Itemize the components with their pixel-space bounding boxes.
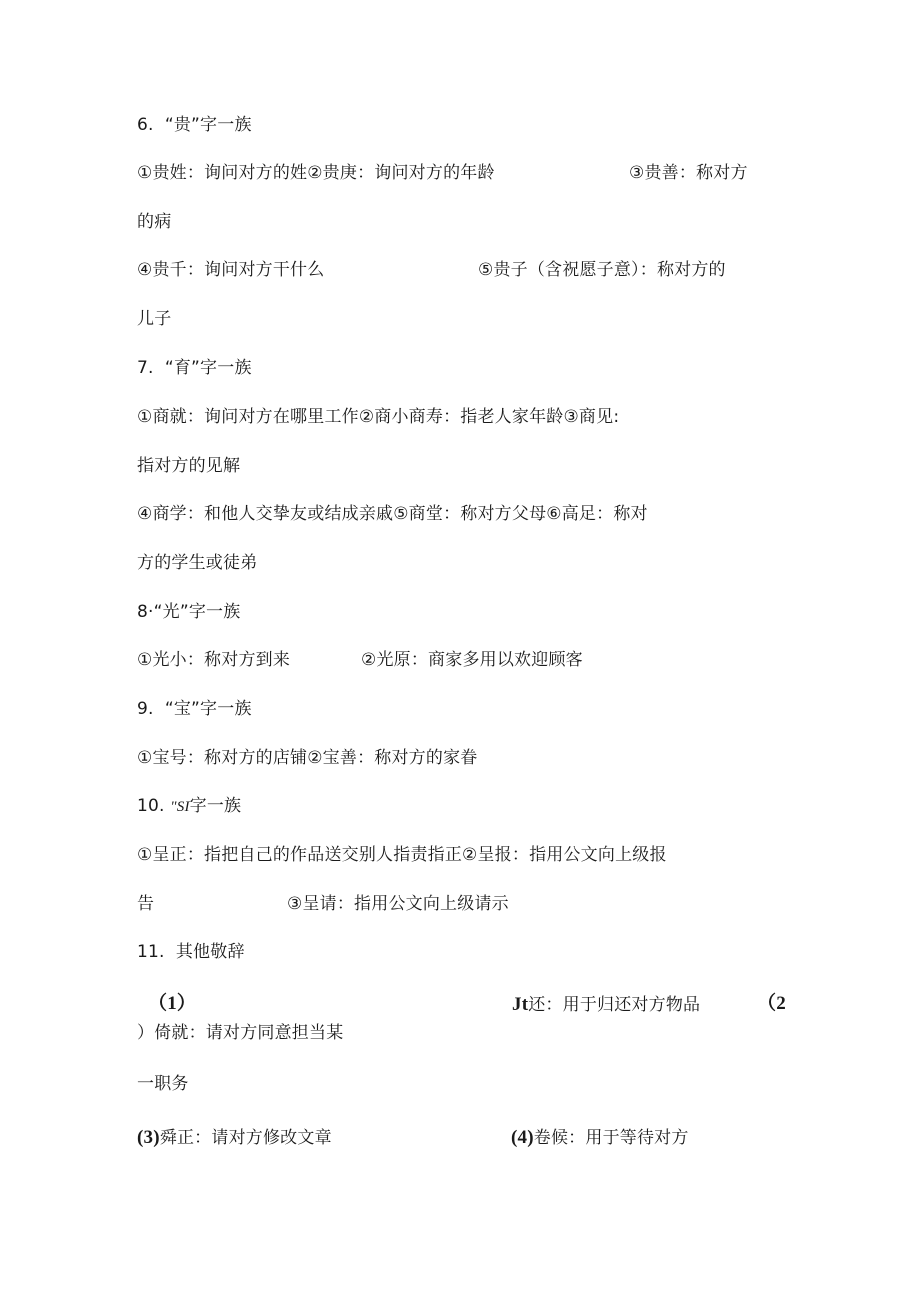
- item-2-continued: 一职务: [137, 1074, 189, 1094]
- item-1-label: 还：用于归还对方物品: [528, 995, 701, 1015]
- heading-9: 9. “宝”字一族: [137, 699, 252, 719]
- text-line-gui-1: ①贵姓：询问对方的姓②贵庚：询问对方的年龄: [137, 163, 495, 183]
- heading-10-garbled: "SI: [170, 799, 190, 815]
- item-4: [511, 1126, 689, 1150]
- text-line-cheng-3: ③呈请：指用公文向上级请示: [287, 894, 509, 914]
- item-1-marker: （1）: [148, 993, 197, 1014]
- item-4-label: 卷候：用于等待对方: [533, 1128, 689, 1148]
- heading-10-label: 字一族: [189, 796, 242, 816]
- text-line-gui-6: 儿子: [137, 309, 172, 329]
- heading-10: [137, 794, 241, 819]
- text-line-gui-4: ④贵千：询问对方干什么: [137, 260, 325, 280]
- item-4-marker: (4): [511, 1127, 534, 1148]
- text-line-shang-2: 指对方的见解: [137, 456, 241, 476]
- text-line-gui-3: 的病: [137, 212, 172, 232]
- heading-11: 11. 其他敬辞: [137, 942, 245, 962]
- item-3-label: 舜正：请对方修改文章: [159, 1128, 332, 1148]
- item-1-garbled: Jt: [512, 994, 529, 1015]
- item-2-marker: （2: [757, 993, 786, 1014]
- text-line-shang-3: ④商学：和他人交挚友或结成亲戚⑤商堂：称对方父母⑥高足：称对: [137, 504, 648, 524]
- text-line-shang-1: ①商就：询问对方在哪里工作②商小商寿：指老人家年龄③商见:: [137, 407, 620, 427]
- text-line-gui-2: ③贵善：称对方: [629, 163, 748, 183]
- heading-10-number: 10.: [137, 796, 171, 816]
- text-line-cheng-1: ①呈正：指把自己的作品送交别人指责指正②呈报：指用公文向上级报: [137, 845, 667, 865]
- text-line-guang-2: ②光原：商家多用以欢迎顾客: [361, 650, 583, 670]
- heading-6: 6. “贵”字一族: [137, 115, 252, 135]
- heading-8: 8·“光”字一族: [137, 602, 241, 622]
- item-3-marker: (3): [137, 1127, 160, 1148]
- text-line-shang-4: 方的学生或徒弟: [137, 553, 258, 573]
- text-line-guang-1: ①光小：称对方到来: [137, 650, 291, 670]
- text-line-bao-1: ①宝号：称对方的店铺②宝善：称对方的家眷: [137, 748, 478, 768]
- text-line-cheng-2: 告: [137, 894, 155, 914]
- item-1-text: [512, 993, 700, 1017]
- item-3: [137, 1126, 332, 1150]
- heading-7: 7. “育”字一族: [137, 358, 252, 378]
- text-line-gui-5: ⑤贵子（含祝愿子意）：称对方的: [478, 260, 726, 280]
- item-2-text: ）倚就：请对方同意担当某: [137, 1023, 344, 1043]
